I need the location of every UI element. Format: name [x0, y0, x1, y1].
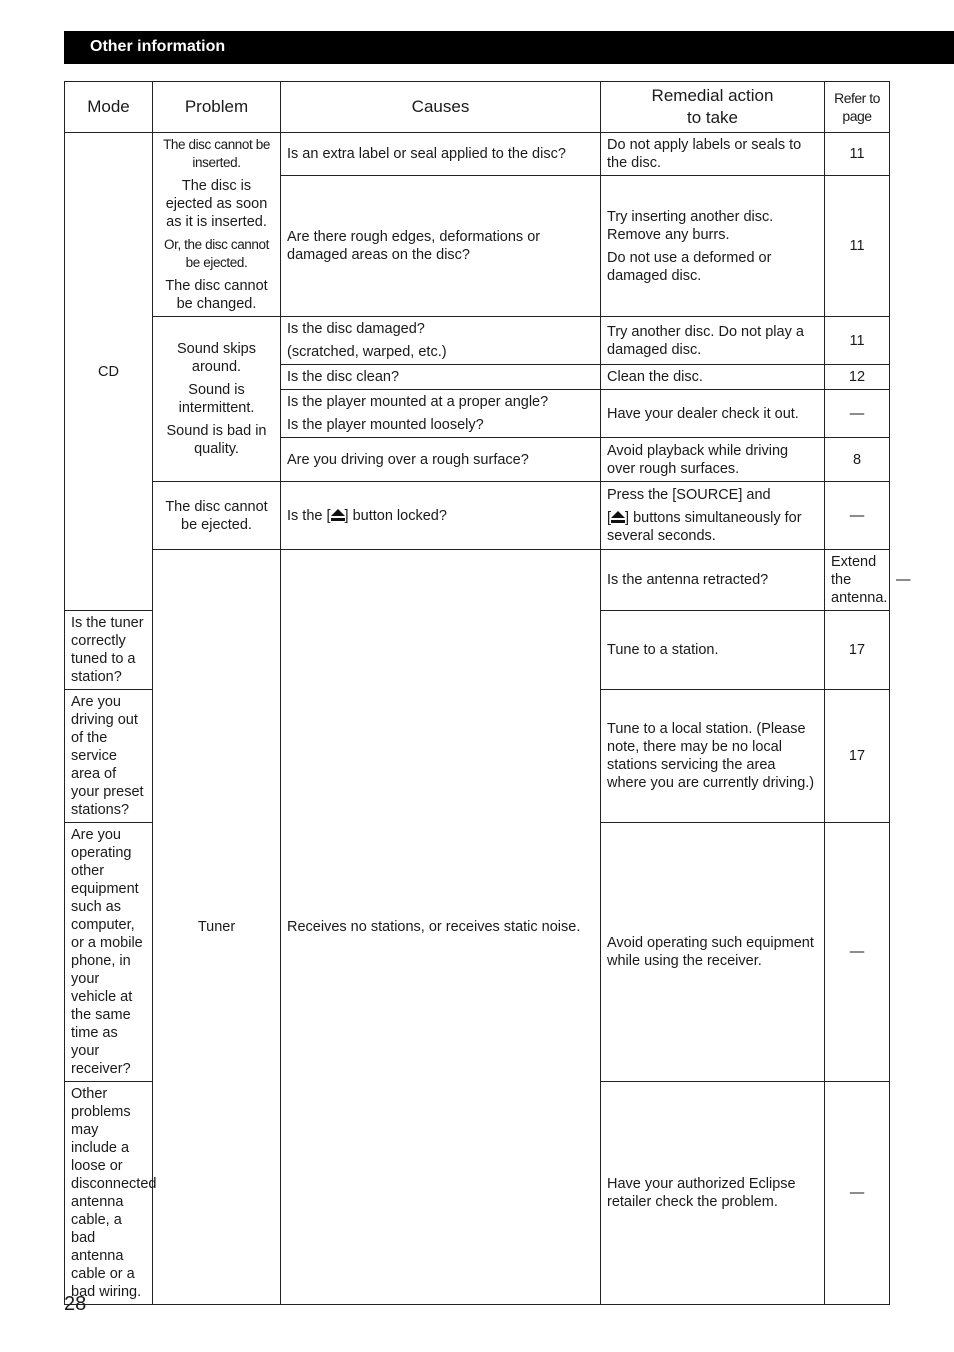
cause-cell: Is an extra label or seal applied to the disc? — [281, 133, 601, 176]
refer-header-line1: Refer to — [834, 90, 880, 106]
cause-cell — [281, 390, 601, 438]
action-cell — [601, 482, 825, 550]
action-cell: Tune to a station. — [601, 611, 825, 690]
cause-line: (scratched, warped, etc.) — [287, 344, 447, 360]
cause-cell: Are there rough edges, deformations or damaged areas on the disc? — [281, 176, 601, 317]
problem-text: The disc is ejected as soon as it is inserted. — [165, 178, 268, 230]
action-line — [607, 509, 818, 545]
action-cell: Avoid operating such equipment while using the receiver. — [601, 823, 825, 1082]
column-header-problem: Problem — [153, 82, 281, 133]
action-cell: Avoid playback while driving over rough surfaces. — [601, 438, 825, 482]
eject-icon — [611, 511, 625, 523]
problem-cell: Receives no stations, or receives static noise. — [281, 550, 601, 1305]
page-ref-cell: 11 — [825, 176, 890, 317]
page-ref-cell: — — [825, 823, 890, 1082]
action-cell: Clean the disc. — [601, 365, 825, 390]
page-ref-cell: 17 — [825, 611, 890, 690]
page-ref-cell: 12 — [825, 365, 890, 390]
action-cell: Do not apply labels or seals to the disc. — [601, 133, 825, 176]
page-number: 28 — [64, 1293, 87, 1315]
remedial-header-line2: to take — [686, 108, 739, 127]
page-ref-cell: — — [825, 1082, 890, 1305]
cause-line: Is the player mounted at a proper angle? — [287, 394, 549, 410]
page-ref-cell: 11 — [825, 133, 890, 176]
table-row — [65, 133, 890, 176]
action-cell: Try another disc. Do not play a damaged disc. — [601, 317, 825, 365]
column-header-remedial — [601, 82, 825, 133]
problem-cell — [153, 133, 281, 317]
problem-text: Sound is bad in quality. — [166, 423, 267, 457]
problem-cell: The disc cannot be ejected. — [153, 482, 281, 550]
cause-cell: Are you driving over a rough surface? — [281, 438, 601, 482]
table-row: Tuner Receives no stations, or receives static noise. Is the antenna retracted? Extend the antenna. — — [65, 550, 890, 611]
page-ref-cell: 17 — [825, 690, 890, 823]
cause-text-before: Is the [ — [287, 507, 331, 524]
column-header-causes: Causes — [281, 82, 601, 133]
action-text-before: [ — [607, 510, 612, 526]
section-header — [64, 31, 954, 64]
page-ref-cell: — — [825, 482, 890, 550]
action-cell: Have your authorized Eclipse retailer check the problem. — [601, 1082, 825, 1305]
cause-cell — [281, 482, 601, 550]
cause-text-after: ] button locked? — [344, 507, 447, 524]
mode-cell-tuner: Tuner — [153, 550, 281, 1305]
problem-cell — [153, 317, 281, 482]
action-text-after: ] buttons simultaneously for several seconds. — [607, 510, 802, 544]
refer-header-line2: page — [842, 108, 872, 124]
action-line: Try inserting another disc. Remove any burrs. — [607, 208, 774, 243]
problem-text: Or, the disc cannot be ejected. — [164, 237, 269, 270]
action-cell: Have your dealer check it out. — [601, 390, 825, 438]
cause-cell: Other problems may include a loose or disconnected antenna cable, a bad antenna cable or a bad wiring. — [65, 1082, 153, 1305]
troubleshooting-table — [64, 81, 911, 1305]
action-line: Do not use a deformed or damaged disc. — [607, 249, 772, 284]
table-row — [65, 317, 890, 365]
cause-cell: Is the disc clean? — [281, 365, 601, 390]
cause-line: Is the disc damaged? — [287, 321, 425, 337]
remedial-header-line1: Remedial action — [651, 86, 774, 105]
column-header-mode: Mode — [65, 82, 153, 133]
eject-icon — [331, 509, 345, 521]
table-header-row — [65, 82, 890, 133]
problem-text: Sound is intermittent. — [178, 382, 255, 416]
cause-line: Is the player mounted loosely? — [287, 417, 484, 433]
mode-cell-cd: CD — [65, 133, 153, 611]
page-ref-cell: 11 — [825, 317, 890, 365]
cause-cell: Are you driving out of the service area of your preset stations? — [65, 690, 153, 823]
page-ref-cell: 8 — [825, 438, 890, 482]
problem-text: The disc cannot be inserted. — [163, 137, 270, 170]
action-cell — [601, 176, 825, 317]
table-row — [65, 482, 890, 550]
page-ref-cell: — — [825, 390, 890, 438]
column-header-refer — [825, 82, 890, 133]
cause-cell — [281, 317, 601, 365]
problem-text: Sound skips around. — [177, 341, 256, 375]
action-cell: Extend the antenna. — [825, 550, 890, 611]
action-cell: Tune to a local station. (Please note, there may be no local stations servicing the area where you are currently driving.) — [601, 690, 825, 823]
cause-cell: Are you operating other equipment such as computer, or a mobile phone, in your vehicle at the same time as your receiver? — [65, 823, 153, 1082]
cause-cell: Is the antenna retracted? — [601, 550, 825, 611]
action-line: Press the [SOURCE] and — [607, 487, 771, 503]
section-title: Other information — [90, 38, 226, 55]
problem-text: The disc cannot be changed. — [165, 278, 268, 312]
cause-cell: Is the tuner correctly tuned to a station? — [65, 611, 153, 690]
